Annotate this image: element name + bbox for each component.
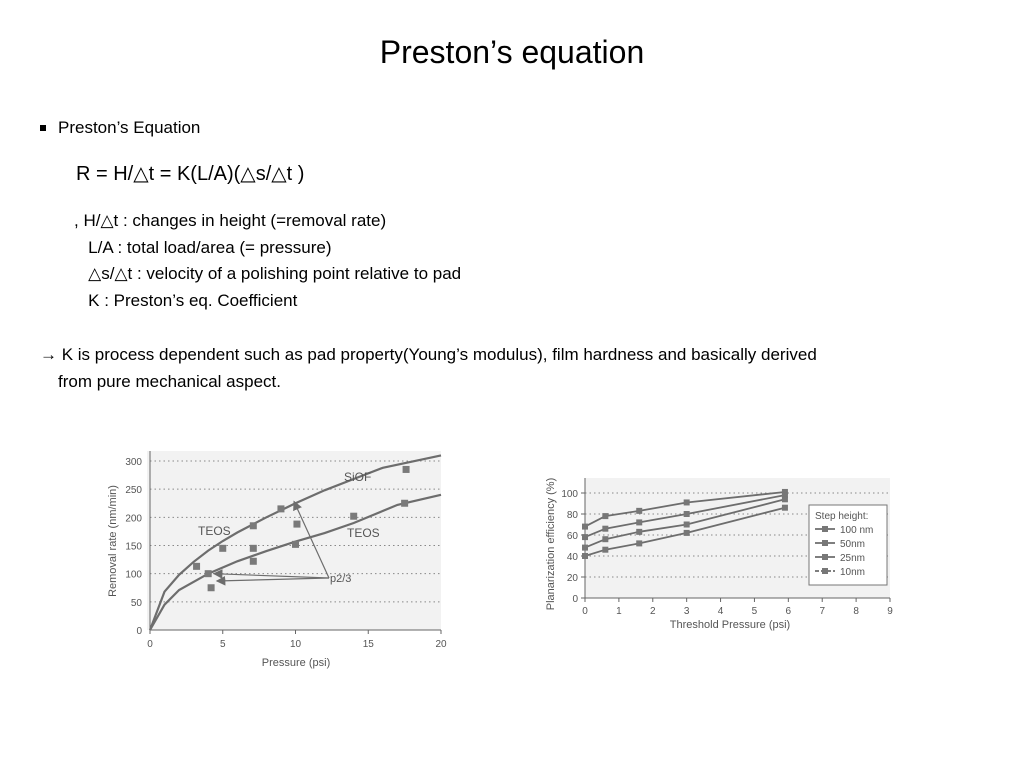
- data-point-siof: [193, 563, 200, 570]
- legend-swatch-marker: [822, 568, 828, 574]
- y-axis-label: Removal rate (nm/min): [107, 485, 119, 597]
- definition-line: K : Preston’s eq. Coefficient: [74, 290, 298, 310]
- definition-line: △s/△t : velocity of a polishing point relative to pad: [74, 264, 462, 283]
- data-point: [636, 508, 642, 514]
- y-tick-label: 0: [136, 626, 142, 637]
- data-point-siof: [219, 545, 226, 552]
- x-tick-label: 0: [147, 639, 153, 650]
- bullet-item: [40, 118, 200, 138]
- y-tick-label: 100: [125, 569, 142, 581]
- legend-label: 50nm: [840, 539, 866, 550]
- label-teos-right: TEOS: [347, 526, 380, 540]
- x-tick-label: 5: [219, 639, 226, 650]
- y-tick-label: 50: [130, 597, 142, 609]
- x-axis-label: Threshold Pressure (psi): [669, 619, 791, 631]
- x-tick-label: 8: [853, 606, 859, 617]
- label-siof: SiOF: [344, 470, 372, 484]
- x-tick-label: 10: [289, 639, 302, 650]
- data-point-siof: [277, 505, 284, 512]
- legend-label: 10nm: [840, 567, 866, 578]
- legend: [809, 505, 887, 585]
- y-tick-label: 0: [572, 594, 578, 605]
- slide-title: Preston’s equation: [379, 34, 645, 70]
- data-point-teos: [208, 584, 215, 591]
- x-tick-label: 1: [616, 606, 622, 617]
- data-point: [602, 526, 608, 532]
- y-tick-label: 40: [566, 552, 578, 563]
- preston-equation: R = H/△t = K(L/A)(△s/△t ): [76, 163, 305, 185]
- x-tick-label: 0: [582, 606, 588, 617]
- data-point: [636, 519, 642, 525]
- data-point-siof: [250, 522, 257, 529]
- legend-label: 25nm: [840, 553, 866, 564]
- x-tick-label: 20: [435, 639, 447, 650]
- removal-rate-chart: [100, 445, 460, 675]
- bullet-square-icon: [40, 125, 46, 131]
- data-point: [582, 524, 588, 530]
- data-point: [582, 545, 588, 551]
- x-tick-label: 4: [717, 606, 724, 617]
- label-p23: p2/3: [330, 573, 352, 585]
- data-point-siof: [403, 466, 410, 473]
- equation-definitions: [74, 208, 461, 314]
- data-point-teos: [292, 541, 299, 548]
- note-line: from pure mechanical aspect.: [58, 372, 281, 391]
- note-line: → K is process dependent such as pad property(Young’s modulus), film hardness and basically derived: [40, 345, 817, 364]
- legend-label: 100 nm: [840, 525, 874, 536]
- x-tick-label: 2: [649, 606, 656, 617]
- y-axis-label: Planarization efficiency (%): [545, 477, 557, 611]
- data-point: [582, 534, 588, 540]
- y-tick-label: 250: [125, 485, 142, 497]
- data-point: [782, 505, 788, 511]
- data-point: [636, 540, 642, 546]
- x-tick-label: 3: [683, 606, 690, 617]
- data-point-teos: [250, 558, 257, 565]
- legend-swatch-marker: [822, 526, 828, 532]
- data-point: [684, 530, 690, 536]
- data-point: [684, 511, 690, 517]
- data-point: [782, 496, 788, 502]
- legend-title: Step height:: [815, 511, 869, 522]
- legend-swatch-marker: [822, 554, 828, 560]
- definition-line: , H/△t : changes in height (=removal rate): [74, 211, 387, 230]
- legend-swatch-marker: [822, 540, 828, 546]
- data-point: [602, 536, 608, 542]
- data-point-teos: [250, 545, 257, 552]
- data-point: [684, 522, 690, 528]
- data-point-teos: [205, 570, 212, 577]
- x-tick-label: 9: [887, 606, 893, 617]
- data-point: [684, 499, 690, 505]
- label-teos-left: TEOS: [198, 524, 231, 538]
- plot-area: [147, 451, 441, 630]
- y-tick-label: 200: [125, 513, 142, 525]
- definition-line: L/A : total load/area (= pressure): [74, 237, 332, 257]
- y-tick-label: 100: [561, 489, 578, 500]
- x-tick-label: 5: [751, 606, 758, 617]
- data-point-teos: [293, 521, 300, 528]
- x-tick-label: 7: [819, 606, 826, 617]
- y-tick-label: 300: [125, 457, 142, 468]
- data-point: [636, 529, 642, 535]
- y-tick-label: 150: [125, 541, 142, 553]
- planarization-efficiency-chart: [540, 458, 900, 638]
- data-point: [582, 553, 588, 559]
- data-point-teos: [401, 500, 408, 507]
- data-point: [602, 513, 608, 519]
- data-point: [602, 547, 608, 553]
- y-tick-label: 80: [566, 510, 578, 521]
- bullet-text: Preston’s Equation: [58, 118, 201, 137]
- data-point-siof: [350, 513, 357, 520]
- y-tick-label: 60: [566, 531, 578, 542]
- conclusion-note: [40, 341, 980, 395]
- y-tick-label: 20: [566, 573, 578, 584]
- x-axis-label: Pressure (psi): [261, 657, 331, 669]
- x-tick-label: 15: [362, 639, 374, 650]
- x-tick-label: 6: [785, 606, 792, 617]
